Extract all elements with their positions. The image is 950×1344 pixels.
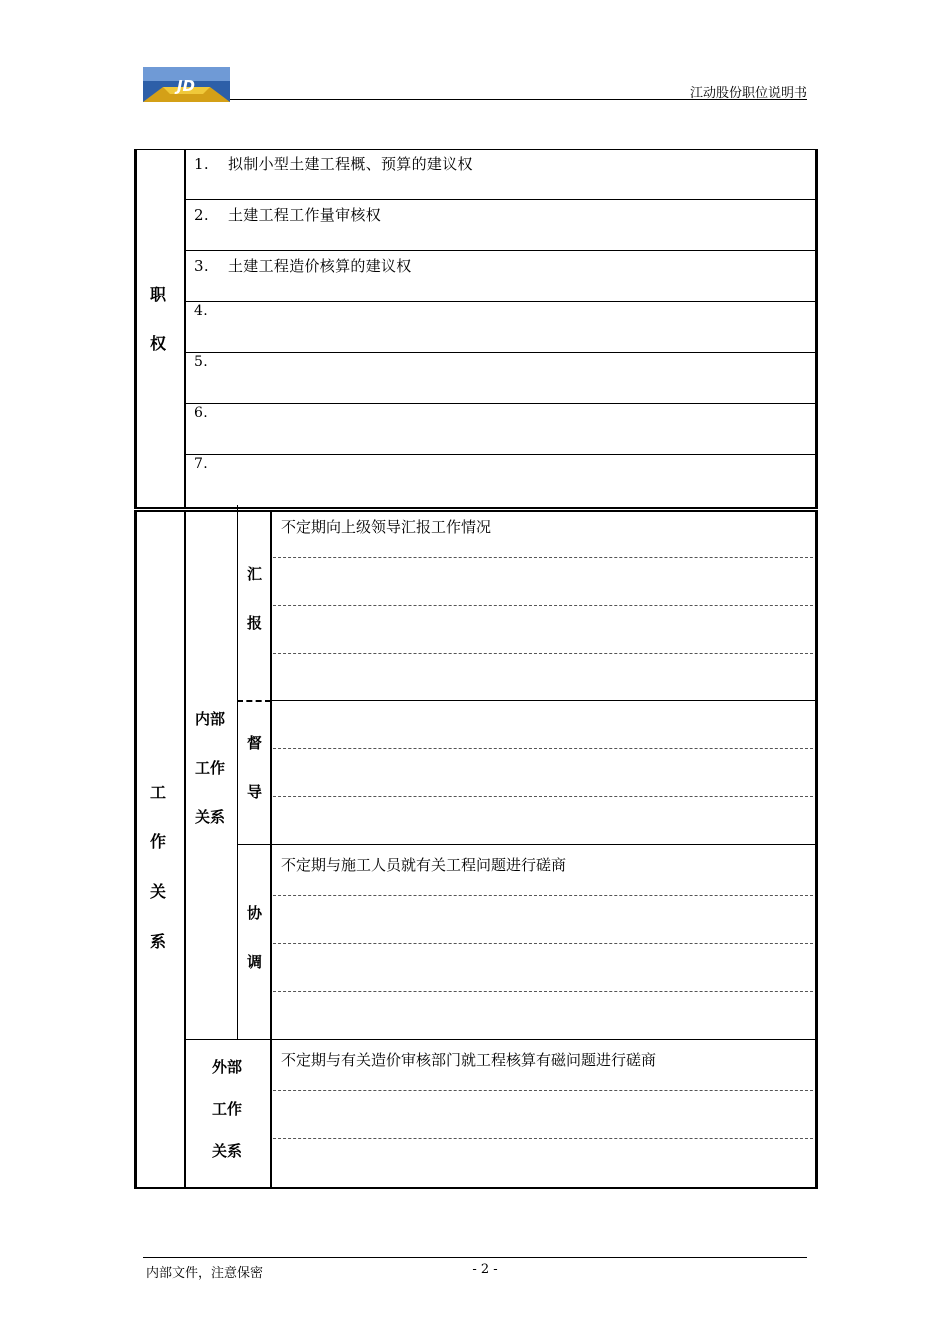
internal-relations-label: 工作 bbox=[195, 759, 226, 777]
section-divider bbox=[271, 700, 816, 701]
table-border-right bbox=[815, 510, 818, 1188]
column-divider bbox=[270, 510, 272, 1188]
supervise-label-char: 督 bbox=[247, 734, 263, 752]
coordinate-label-char: 调 bbox=[247, 953, 263, 971]
external-relations-label: 关系 bbox=[212, 1142, 243, 1160]
section-divider bbox=[237, 844, 816, 845]
external-relations-label: 外部 bbox=[212, 1058, 243, 1076]
relations-label-char: 工 bbox=[150, 783, 167, 802]
relations-label-char: 关 bbox=[150, 882, 167, 901]
confidentiality-note: 内部文件，注意保密 bbox=[146, 1266, 264, 1281]
internal-relations-label: 内部 bbox=[195, 710, 226, 728]
report-label-char: 汇 bbox=[247, 565, 263, 583]
authority-label-char: 职 bbox=[150, 285, 167, 304]
table-border-left bbox=[134, 149, 137, 508]
dashed-line bbox=[273, 1138, 813, 1139]
authority-label-char: 权 bbox=[150, 334, 167, 353]
authority-item: 3. 土建工程造价核算的建议权 bbox=[194, 257, 412, 275]
relations-label-char: 系 bbox=[150, 932, 167, 951]
authority-item: 6. bbox=[194, 405, 208, 421]
row-divider bbox=[185, 454, 816, 455]
authority-item: 5. bbox=[194, 354, 208, 370]
dashed-line bbox=[273, 748, 813, 749]
dashed-line bbox=[273, 796, 813, 797]
document-title: 江动股份职位说明书 bbox=[689, 86, 807, 101]
dashed-line bbox=[273, 991, 813, 992]
column-divider bbox=[184, 510, 186, 1188]
report-label-char: 报 bbox=[247, 614, 263, 632]
column-divider bbox=[237, 505, 238, 1039]
table-border-bottom bbox=[134, 1187, 818, 1189]
table-border-left bbox=[134, 510, 137, 1188]
report-text: 不定期向上级领导汇报工作情况 bbox=[281, 518, 492, 536]
relations-label-char: 作 bbox=[150, 832, 167, 851]
dashed-line bbox=[273, 653, 813, 654]
dashed-line bbox=[273, 1090, 813, 1091]
authority-item: 7. bbox=[194, 456, 208, 472]
footer-rule bbox=[143, 1257, 807, 1258]
authority-item: 1. 拟制小型土建工程概、预算的建议权 bbox=[194, 155, 473, 173]
dashed-line bbox=[273, 557, 813, 558]
row-divider bbox=[185, 352, 816, 353]
external-text: 不定期与有关造价审核部门就工程核算有磁问题进行磋商 bbox=[281, 1051, 657, 1069]
row-divider bbox=[185, 250, 816, 251]
coordinate-text: 不定期与施工人员就有关工程问题进行磋商 bbox=[281, 856, 567, 874]
table-border-top bbox=[134, 149, 818, 150]
row-divider bbox=[185, 301, 816, 302]
authority-item: 4. bbox=[194, 303, 208, 319]
row-divider bbox=[185, 403, 816, 404]
section-divider bbox=[185, 1039, 816, 1040]
dashed-line bbox=[273, 605, 813, 606]
authority-item: 2. 土建工程工作量审核权 bbox=[194, 206, 382, 224]
svg-text:JD: JD bbox=[176, 77, 196, 95]
external-relations-label: 工作 bbox=[212, 1100, 243, 1118]
sub-section-divider bbox=[237, 700, 271, 702]
coordinate-label-char: 协 bbox=[247, 904, 263, 922]
page-number: - 2 - bbox=[472, 1262, 498, 1277]
row-divider bbox=[185, 199, 816, 200]
dashed-line bbox=[273, 943, 813, 944]
internal-relations-label: 关系 bbox=[195, 808, 226, 826]
company-logo bbox=[143, 67, 230, 102]
dashed-line bbox=[273, 895, 813, 896]
supervise-label-char: 导 bbox=[247, 783, 263, 801]
